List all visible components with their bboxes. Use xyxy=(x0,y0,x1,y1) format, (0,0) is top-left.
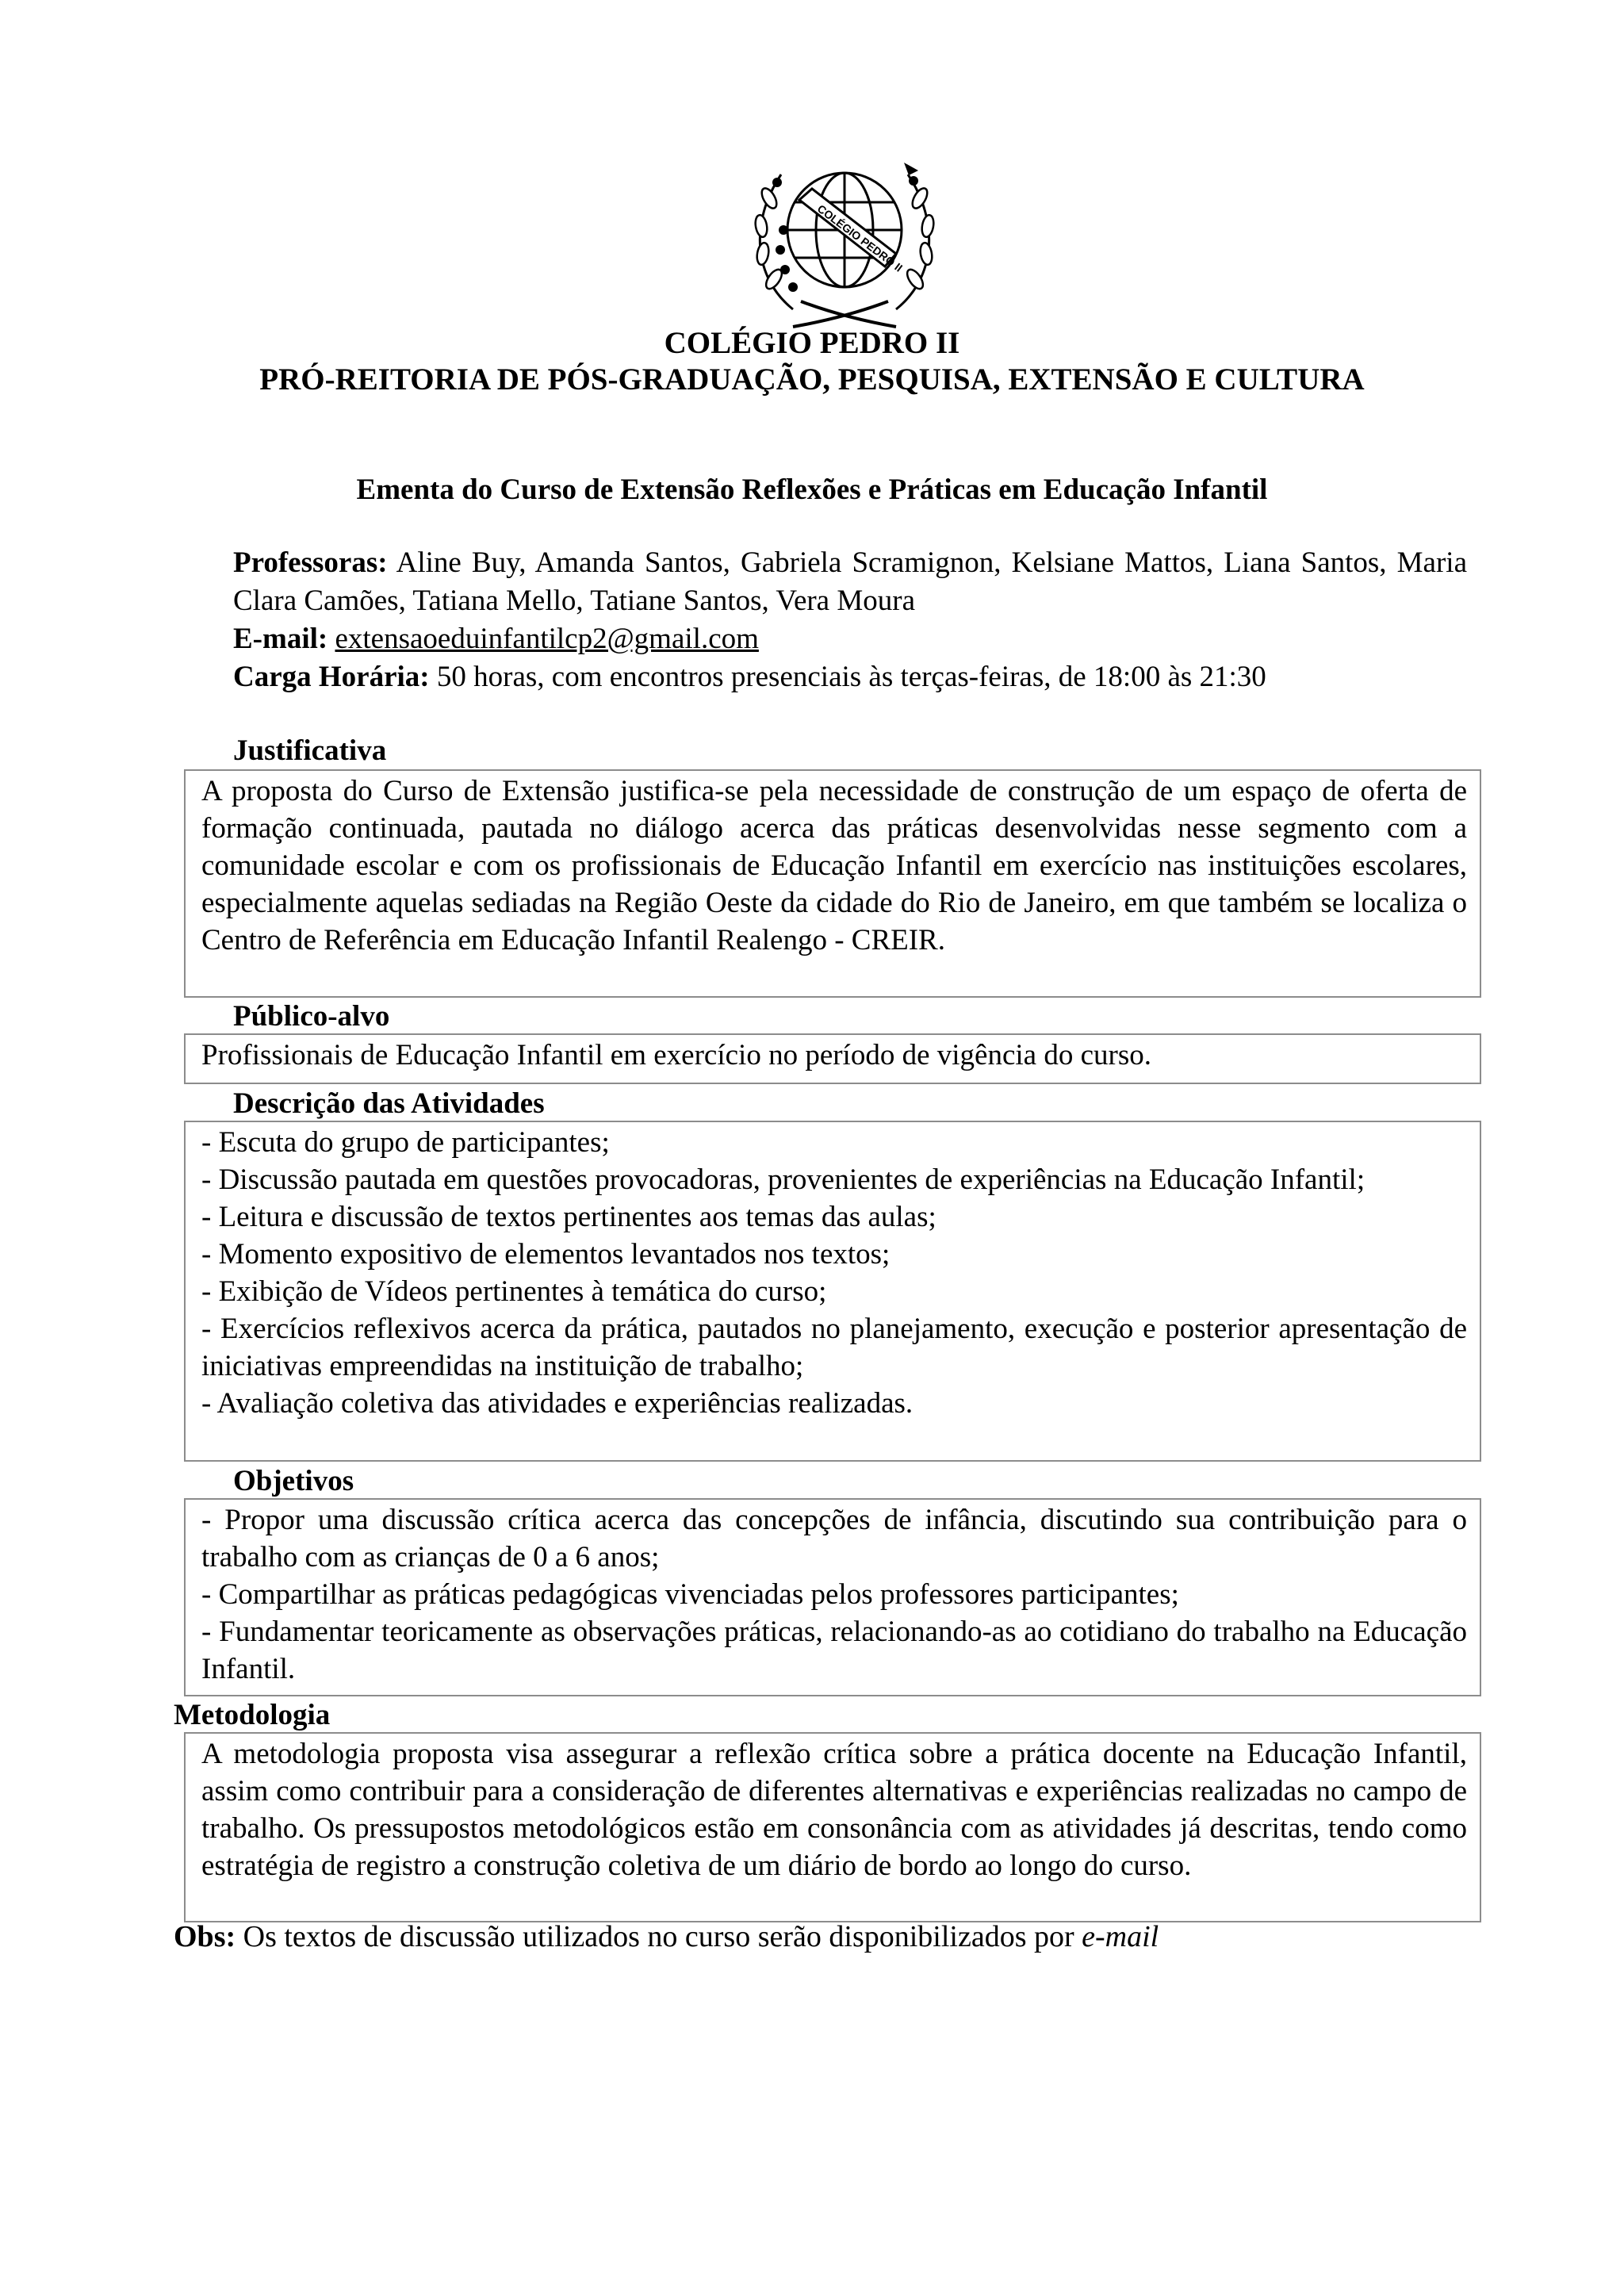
course-info xyxy=(233,544,1467,696)
email-label: E-mail: xyxy=(233,623,328,655)
email-line xyxy=(233,620,1467,658)
page-title: Ementa do Curso de Extensão Reflexões e Práticas em Educação Infantil xyxy=(356,473,1268,506)
workload-label: Carga Horária: xyxy=(233,661,430,693)
department-name: PRÓ-REITORIA DE PÓS-GRADUAÇÃO, PESQUISA, EXTENSÃO E CULTURA xyxy=(259,362,1365,397)
justificativa-box xyxy=(184,769,1481,998)
atividades-box xyxy=(184,1121,1481,1462)
email-link[interactable]: extensaoeduinfantilcp2@gmail.com xyxy=(335,623,759,655)
obs-emphasis: e-mail xyxy=(1082,1920,1159,1953)
section-title-publico: Público-alvo xyxy=(233,1000,390,1033)
obs-label: Obs: xyxy=(174,1920,236,1953)
section-title-metodologia: Metodologia xyxy=(174,1699,331,1731)
section-title-justificativa: Justificativa xyxy=(233,734,387,767)
svg-text:COLÉGIO PEDRO II xyxy=(815,202,905,274)
section-title-objetivos: Objetivos xyxy=(233,1465,354,1497)
workload-line xyxy=(233,658,1467,696)
institution-name: COLÉGIO PEDRO II xyxy=(664,326,960,360)
publico-box xyxy=(184,1033,1481,1084)
list-item: - Exibição de Vídeos pertinentes à temática do curso; xyxy=(201,1275,827,1308)
list-item: - Leitura e discussão de textos pertinentes aos temas das aulas; xyxy=(201,1201,936,1233)
metodologia-text: A metodologia proposta visa assegurar a reflexão crítica sobre a prática docente na Educação Infantil, assim como contribuir para a consideração de diferentes alternativas e experiências realizadas no campo de trabalho. Os pressupostos metodológicos estão em consonância com as atividades já descritas, tendo como estratégia de registro a construção coletiva de um diário de bordo ao longo do curso. xyxy=(201,1738,1467,1882)
list-item: - Momento expositivo de elementos levantados nos textos; xyxy=(201,1238,891,1271)
school-logo xyxy=(745,151,944,329)
list-item: - Escuta do grupo de participantes; xyxy=(201,1126,610,1159)
justificativa-text: A proposta do Curso de Extensão justifica-se pela necessidade de construção de um espaço de oferta de formação continuada, pautada no diálogo acerca das práticas desenvolvidas nesse segmento com a comunidade escolar e com os profissionais de Educação Infantil em exercício nas instituições escolares, especialmente aquelas sediadas na Região Oeste da cidade do Rio de Janeiro, em que também se localiza o Centro de Referência em Educação Infantil Realengo - CREIR. xyxy=(201,775,1467,956)
obs-text: Os textos de discussão utilizados no curso serão disponibilizados por xyxy=(243,1920,1074,1953)
list-item: - Avaliação coletiva das atividades e experiências realizadas. xyxy=(201,1387,914,1420)
professors-list: Aline Buy, Amanda Santos, Gabriela Scramignon, Kelsiane Mattos, Liana Santos, Maria Clara Camões, Tatiana Mello, Tatiane Santos, Vera Moura xyxy=(233,546,1467,617)
list-item: - Discussão pautada em questões provocadoras, provenientes de experiências na Educação Infantil; xyxy=(201,1163,1365,1196)
objetivos-box xyxy=(184,1498,1481,1696)
list-item: - Propor uma discussão crítica acerca das concepções de infância, discutindo sua contribuição para o trabalho com as crianças de 0 a 6 anos; xyxy=(201,1504,1467,1573)
workload-value: 50 horas, com encontros presenciais às terças-feiras, de 18:00 às 21:30 xyxy=(436,661,1266,693)
professors-label: Professoras: xyxy=(233,546,388,579)
section-title-atividades: Descrição das Atividades xyxy=(233,1087,545,1120)
globe-emblem-icon xyxy=(745,151,944,329)
list-item: - Fundamentar teoricamente as observações práticas, relacionando-as ao cotidiano do trabalho na Educação Infantil. xyxy=(201,1616,1467,1685)
publico-text: Profissionais de Educação Infantil em exercício no período de vigência do curso. xyxy=(201,1039,1151,1071)
list-item: - Exercícios reflexivos acerca da prática, pautados no planejamento, execução e posterior apresentação de iniciativas empreendidas na instituição de trabalho; xyxy=(201,1313,1467,1382)
obs-note xyxy=(174,1919,1159,1954)
professors-line xyxy=(233,544,1467,620)
metodologia-box xyxy=(184,1732,1481,1922)
logo-text: COLÉGIO PEDRO II xyxy=(814,201,906,274)
list-item: - Compartilhar as práticas pedagógicas vivenciadas pelos professores participantes; xyxy=(201,1578,1179,1611)
